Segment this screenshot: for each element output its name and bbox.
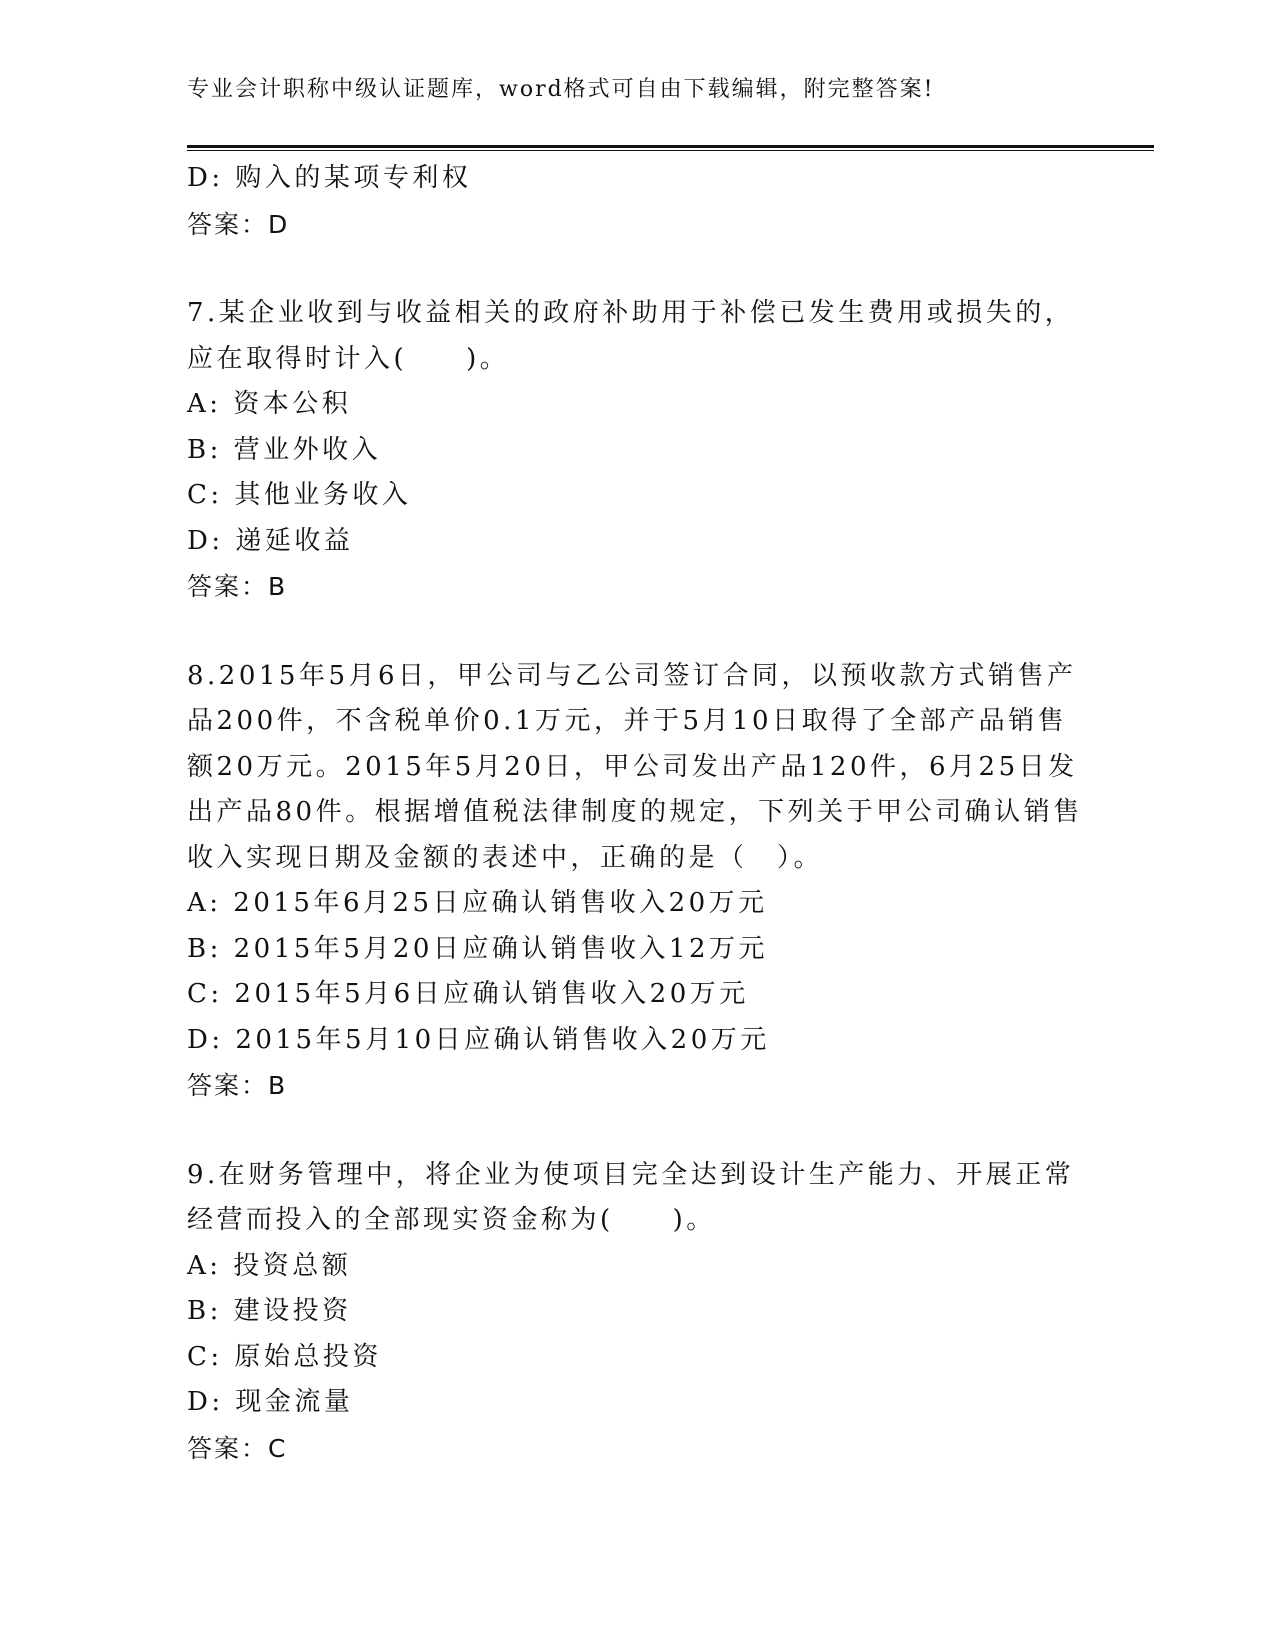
document-body bbox=[187, 156, 1087, 1471]
option-c: C: 其他业务收入 bbox=[187, 480, 412, 510]
question-8 bbox=[187, 654, 1087, 1109]
answer: 答案：B bbox=[187, 572, 288, 601]
option-a: A: 2015年6月25日应确认销售收入20万元 bbox=[187, 888, 768, 918]
question-stem-line: 应在取得时计入( )。 bbox=[187, 343, 510, 374]
question-stem-line: 收入实现日期及金额的表述中，正确的是（ ）。 bbox=[187, 842, 824, 873]
option-c: C: 2015年5月6日应确认销售收入20万元 bbox=[187, 979, 749, 1009]
question-9 bbox=[187, 1153, 1087, 1472]
option-b: B: 建设投资 bbox=[187, 1296, 352, 1326]
question-stem-line: 9.在财务管理中，将企业为使项目完全达到设计生产能力、开展正常 bbox=[187, 1159, 1075, 1190]
answer: 答案：B bbox=[187, 1071, 288, 1100]
question-7 bbox=[187, 291, 1087, 610]
answer: 答案：C bbox=[187, 1433, 288, 1463]
header-rule-thick bbox=[187, 145, 1154, 148]
option-d: D: 2015年5月10日应确认销售收入20万元 bbox=[187, 1024, 770, 1055]
option-d: D: 购入的某项专利权 bbox=[187, 163, 472, 193]
option-a: A: 投资总额 bbox=[187, 1250, 352, 1281]
spacer bbox=[187, 1109, 1087, 1153]
option-c: C: 原始总投资 bbox=[187, 1341, 382, 1372]
spacer bbox=[187, 610, 1087, 654]
question-6-tail bbox=[187, 156, 1087, 247]
option-a: A: 资本公积 bbox=[187, 389, 352, 419]
page-header: 专业会计职称中级认证题库，word格式可自由下载编辑，附完整答案! bbox=[187, 77, 935, 102]
option-b: B: 2015年5月20日应确认销售收入12万元 bbox=[187, 933, 769, 964]
question-stem-line: 品200件，不含税单价0.1万元，并于5月10日取得了全部产品销售 bbox=[187, 706, 1068, 736]
question-stem-line: 7.某企业收到与收益相关的政府补助用于补偿已发生费用或损失的， bbox=[187, 298, 1075, 328]
question-stem-line: 8.2015年5月6日，甲公司与乙公司签订合同，以预收款方式销售产 bbox=[187, 660, 1077, 691]
question-stem-line: 额20万元。2015年5月20日，甲公司发出产品120件，6月25日发 bbox=[187, 751, 1078, 782]
header-rule-thin bbox=[187, 150, 1154, 151]
question-stem-line: 经营而投入的全部现实资金称为( )。 bbox=[187, 1205, 716, 1235]
spacer bbox=[187, 247, 1087, 291]
option-d: D: 现金流量 bbox=[187, 1387, 354, 1417]
option-d: D: 递延收益 bbox=[187, 525, 354, 556]
option-b: B: 营业外收入 bbox=[187, 434, 382, 465]
question-stem-line: 出产品80件。根据增值税法律制度的规定，下列关于甲公司确认销售 bbox=[187, 797, 1083, 827]
answer: 答案：D bbox=[187, 209, 290, 239]
